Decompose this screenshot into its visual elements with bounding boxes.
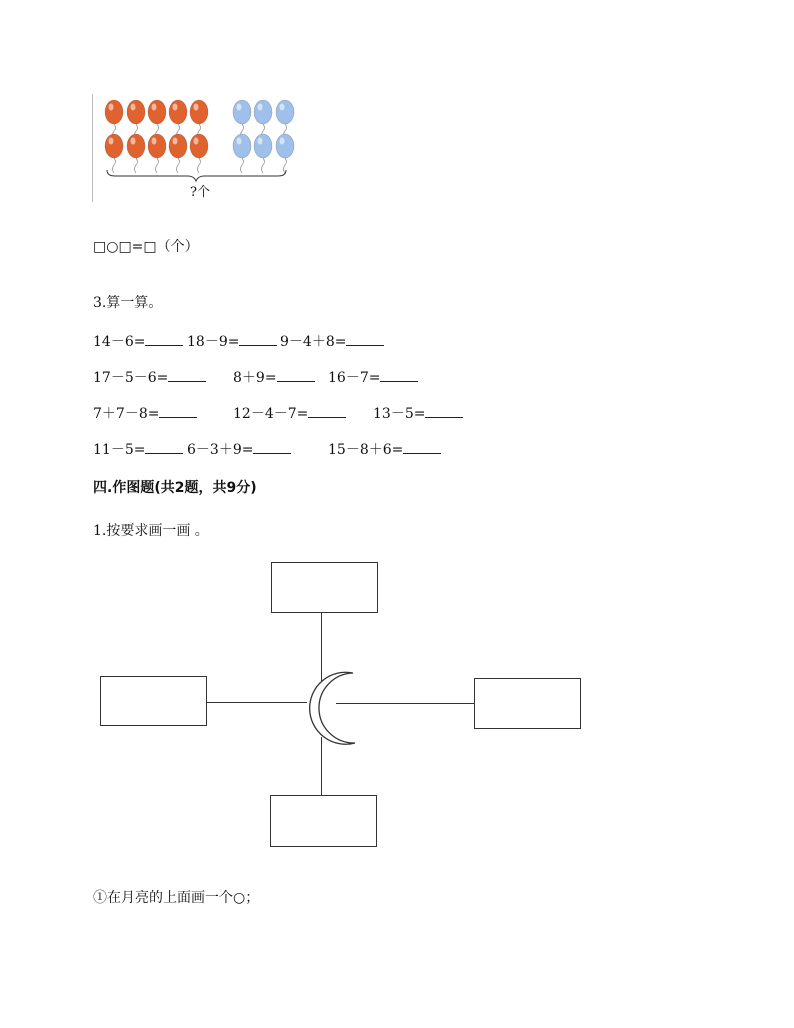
problem-3-2 [233,403,346,423]
problem-2-3 [328,367,418,387]
equation-line: □○□=□（个） [93,239,199,255]
problem-2-1 [93,367,206,387]
answer-blank[interactable] [145,331,183,346]
orange-balloon [190,100,208,139]
orange-balloon [169,134,187,173]
orange-balloon [169,100,187,139]
answer-blank[interactable] [239,331,277,346]
orange-balloon [190,134,208,173]
problem-text: 13－5= [373,406,426,422]
bottom-box[interactable] [270,795,377,847]
answer-blank[interactable] [277,367,315,382]
problem-text: 9－4＋8= [280,334,347,350]
orange-balloon [148,100,166,139]
answer-blank[interactable] [253,439,291,454]
problem-3-1 [93,403,197,423]
orange-balloon [105,134,123,173]
orange-balloon [105,100,123,139]
problem-1-3 [280,331,384,351]
problem-text: 14－6= [93,334,146,350]
problem-text: 6－3＋9= [187,442,254,458]
brace [107,170,286,181]
blue-balloon [276,134,294,173]
answer-blank[interactable] [168,367,206,382]
problem-text: 8＋9= [233,370,277,386]
section4-heading: 四.作图题(共2题，共9分) [93,480,257,496]
problem-4-1 [93,439,183,459]
connector-left [207,702,307,703]
problem-1-2 [187,331,277,351]
problem-text: 18－9= [187,334,240,350]
left-box[interactable] [100,676,207,726]
question-1: 1.按要求画一画 。 [93,523,209,539]
instruction-1: ①在月亮的上面画一个○； [93,890,260,906]
answer-blank[interactable] [145,439,183,454]
problem-2-2 [233,367,315,387]
problem-4-3 [328,439,441,459]
blue-balloon [254,100,272,139]
answer-blank[interactable] [425,403,463,418]
problem-text: 15－8＋6= [328,442,404,458]
problem-4-2 [187,439,291,459]
brace-label: ?个 [190,185,210,200]
right-box[interactable] [474,678,581,729]
orange-balloon [127,100,145,139]
problem-text: 17－5－6= [93,370,169,386]
problem-text: 11－5= [93,442,146,458]
problem-text: 7＋7－8= [93,406,160,422]
answer-blank[interactable] [159,403,197,418]
problem-text: 16－7= [328,370,381,386]
answer-blank[interactable] [380,367,418,382]
orange-balloon [148,134,166,173]
blue-balloon [233,134,251,173]
problem-text: 12－4－7= [233,406,309,422]
balloon-picture [92,94,302,206]
problem-3-3 [373,403,463,423]
orange-balloon [127,134,145,173]
blue-balloon [254,134,272,173]
answer-blank[interactable] [308,403,346,418]
crescent-moon-icon [300,668,360,748]
problem-1-1 [93,331,183,351]
blue-balloon [276,100,294,139]
section3-title: 3.算一算。 [93,295,163,311]
answer-blank[interactable] [346,331,384,346]
blue-balloon [233,100,251,139]
top-box[interactable] [271,562,378,613]
answer-blank[interactable] [403,439,441,454]
